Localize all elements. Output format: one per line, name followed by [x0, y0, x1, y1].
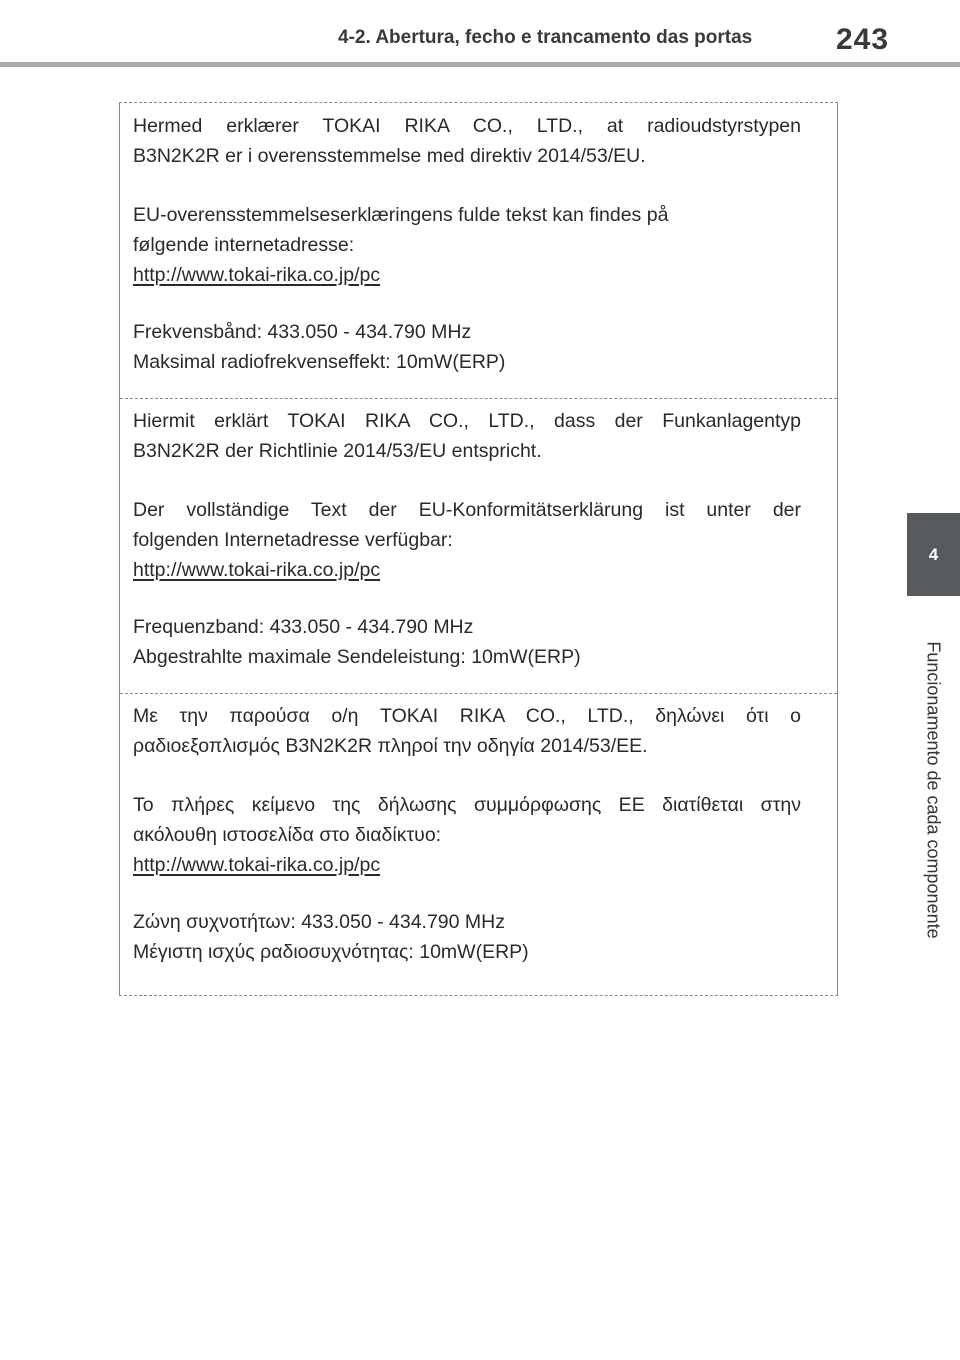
availability-line: EU-overensstemmelseserklæringens fulde tekst kan findes på [133, 204, 669, 226]
declaration-box [119, 102, 838, 996]
statement-line: B3N2K2R er i overensstemmelse med direktiv 2014/53/EU. [133, 145, 646, 167]
chapter-tab-number: 4 [928, 545, 939, 564]
declaration-section-german [120, 398, 837, 693]
page-header [0, 0, 960, 66]
chapter-title: 4-2. Abertura, fecho e trancamento das portas [338, 27, 753, 48]
statement [133, 406, 801, 466]
availability-text [133, 200, 801, 260]
availability-line: Der vollständige Text der EU-Konformitätserklärung ist unter der [133, 499, 801, 521]
url-paragraph [133, 260, 801, 290]
chapter-side-label: Funcionamento de cada componente [923, 641, 944, 939]
page-number: 243 [836, 23, 890, 56]
frequency-band: Frequenzband: 433.050 - 434.790 MHz [133, 616, 474, 638]
max-power: Μέγιστη ισχύς ραδιοσυχνότητας: 10mW(ERP) [133, 941, 529, 963]
max-power: Abgestrahlte maximale Sendeleistung: 10mW(ERP) [133, 646, 581, 668]
declaration-url-link[interactable]: http://www.tokai-rika.co.jp/pc [133, 559, 381, 581]
statement [133, 701, 801, 761]
availability-text [133, 495, 801, 555]
statement-line: Hermed erklærer TOKAI RIKA CO., LTD., at radioudstyrstypen [133, 115, 801, 137]
chapter-tab [907, 513, 960, 596]
declaration-url-link[interactable]: http://www.tokai-rika.co.jp/pc [133, 264, 381, 286]
statement-line: ραδιοεξοπλισμός B3N2K2R πληροί την οδηγία 2014/53/ΕΕ. [133, 735, 648, 757]
frequency-band: Frekvensbånd: 433.050 - 434.790 MHz [133, 321, 472, 343]
max-power: Maksimal radiofrekvenseffekt: 10mW(ERP) [133, 351, 506, 373]
statement-line: Με την παρούσα ο/η TOKAI RIKA CO., LTD., δηλώνει ότι ο [133, 705, 801, 727]
url-paragraph [133, 850, 801, 880]
declaration-section-greek [120, 693, 837, 995]
declaration-url-link[interactable]: http://www.tokai-rika.co.jp/pc [133, 854, 381, 876]
statement-line: Hiermit erklärt TOKAI RIKA CO., LTD., dass der Funkanlagentyp [133, 410, 801, 432]
declaration-section-danish [120, 103, 837, 398]
frequency-band: Ζώνη συχνοτήτων: 433.050 - 434.790 MHz [133, 911, 505, 933]
availability-line: Το πλήρες κείμενο της δήλωσης συμμόρφωσης ΕΕ διατίθεται στην [133, 794, 801, 816]
availability-line: ακόλουθη ιστοσελίδα στο διαδίκτυο: [133, 824, 442, 846]
header-rule [0, 62, 960, 67]
availability-text [133, 790, 801, 850]
availability-line: følgende internetadresse: [133, 234, 355, 256]
url-paragraph [133, 555, 801, 585]
availability-line: folgenden Internetadresse verfügbar: [133, 529, 453, 551]
statement-line: B3N2K2R der Richtlinie 2014/53/EU entspricht. [133, 440, 542, 462]
statement [133, 111, 801, 171]
